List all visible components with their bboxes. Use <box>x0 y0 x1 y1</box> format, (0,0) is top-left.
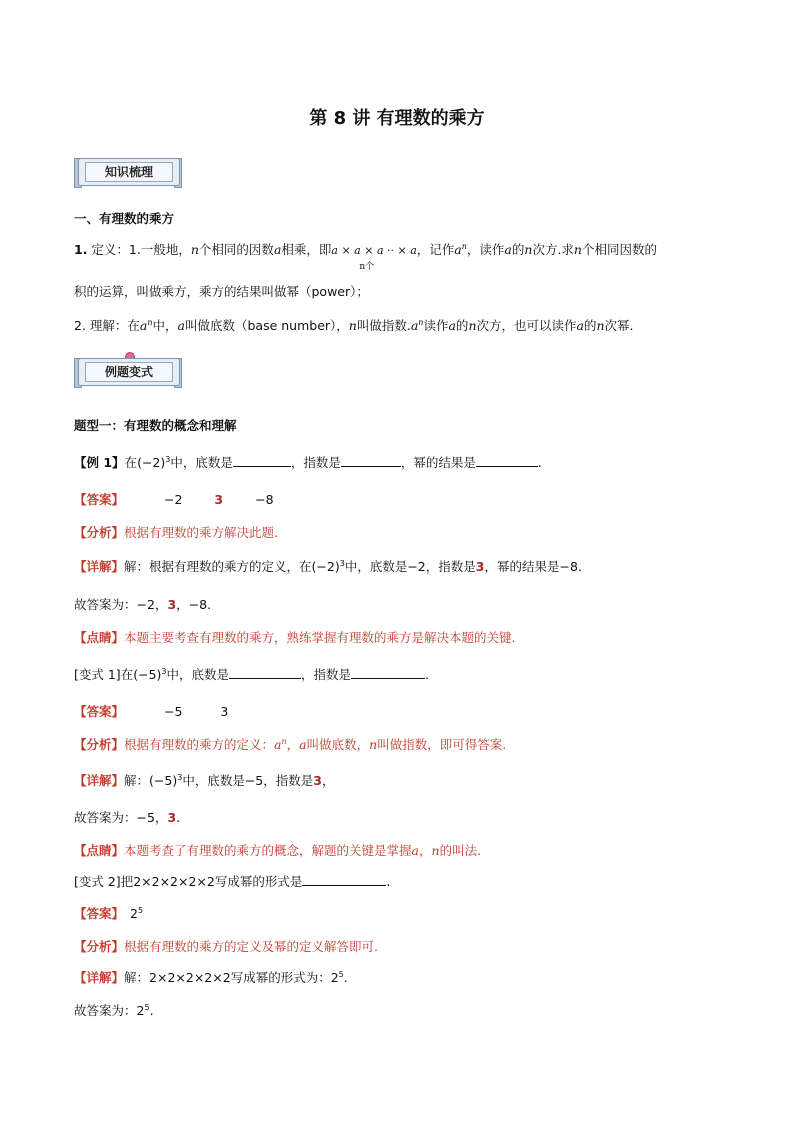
und-text-a: 2. 理解：在 <box>74 318 140 333</box>
solution-expression: (−2) <box>311 559 340 574</box>
final-answer-value: 3 <box>167 810 177 825</box>
solution-value: 3 <box>475 559 485 574</box>
solution-text: . <box>577 559 582 574</box>
solution-text: ，指数是 <box>263 773 314 788</box>
variant-1-solution <box>74 771 335 789</box>
example-label: 【例 1】 <box>74 455 125 470</box>
answer-value: 3 <box>214 492 224 507</box>
section-heading: 一、有理数的乘方 <box>74 211 175 226</box>
variant-1-analysis <box>74 735 506 753</box>
solution-value: −5 <box>244 773 264 788</box>
und-text-d: 叫做指数. <box>356 318 411 333</box>
badge-frame <box>78 158 180 186</box>
comment-label: 【点睛】 <box>74 630 125 645</box>
und-text-b: 中， <box>152 318 178 333</box>
definition-line-1 <box>74 240 657 272</box>
comment-text: 的叫法. <box>439 843 482 858</box>
q-text: 中，底数是 <box>170 455 233 470</box>
analysis-label: 【分析】 <box>74 939 125 954</box>
example-1-comment <box>74 628 516 646</box>
var-n: n <box>348 318 357 333</box>
solution-text: ，指数是 <box>425 559 476 574</box>
variant-2-final-answer <box>74 1001 154 1019</box>
q-expression: 2×2×2×2×2 <box>133 874 215 889</box>
answer-base: 2 <box>130 906 138 921</box>
und-text-h: 的 <box>583 318 597 333</box>
power-base: a <box>410 318 419 333</box>
variant-2-answer <box>74 904 143 922</box>
power-base: a <box>139 318 148 333</box>
section-badge-examples <box>78 352 182 386</box>
solution-text: 解： <box>124 773 150 788</box>
analysis-text: 根据有理数的乘方解决此题. <box>124 525 278 540</box>
analysis-text: ， <box>286 737 300 752</box>
solution-text: . <box>343 970 348 985</box>
solution-text: ，幂的结果是 <box>484 559 560 574</box>
solution-text: 中，底数是 <box>182 773 245 788</box>
q-exponent: 3 <box>161 666 167 676</box>
q-text: 把 <box>120 874 134 889</box>
def-text-b: 个相同的因数 <box>198 242 274 257</box>
answer-label: 【答案】 <box>74 906 125 921</box>
var-n: n <box>524 242 533 257</box>
def-text-f: 的 <box>511 242 525 257</box>
variant-1-final-answer <box>74 808 180 826</box>
def-text-c: 相乘，即 <box>281 242 332 257</box>
solution-expression: 2×2×2×2×2 <box>149 970 231 985</box>
var-n: n <box>468 318 477 333</box>
final-answer-exponent: 5 <box>144 1002 150 1012</box>
final-answer-value: 3 <box>167 597 177 612</box>
var-n: n <box>596 318 605 333</box>
understanding-line <box>74 316 634 334</box>
q-text: . <box>386 874 391 889</box>
q-text: . <box>425 667 429 682</box>
definition-line-2: 积的运算，叫做乘方，乘方的结果叫做幂（power）； <box>74 284 369 299</box>
answer-blank <box>476 454 538 467</box>
example-1-analysis <box>74 523 278 541</box>
q-expression: (−2) <box>137 455 166 470</box>
var-n: n <box>431 843 440 858</box>
variant-2-analysis <box>74 937 378 955</box>
final-answer-value: −2 <box>136 597 155 612</box>
final-answer-separator: ， <box>154 810 168 825</box>
answer-blank <box>229 666 301 679</box>
example-1-answer <box>74 490 274 508</box>
variant-1-question <box>74 665 429 683</box>
power-exp: n <box>147 317 153 327</box>
q-text: . <box>537 455 542 470</box>
badge-label: 例题变式 <box>85 362 173 382</box>
answer-value: −8 <box>255 492 274 507</box>
comment-text: ， <box>418 843 432 858</box>
q-text: ，指数是 <box>290 455 341 470</box>
analysis-label: 【分析】 <box>74 737 125 752</box>
und-text-e: 读作 <box>423 318 449 333</box>
solution-value: 3 <box>313 773 322 788</box>
solution-text: 解： <box>124 970 150 985</box>
answer-value: −2 <box>164 492 183 507</box>
variant-label: [变式 2] <box>74 874 121 889</box>
var-a: a <box>576 318 584 333</box>
var-a: a <box>273 242 282 257</box>
badge-label: 知识梳理 <box>85 162 173 182</box>
def-text-a: 定义：1.一般地， <box>87 242 191 257</box>
final-answer-separator: ， <box>154 597 168 612</box>
var-a: a <box>411 843 419 858</box>
var-n: n <box>369 737 378 752</box>
example-1-final-answer <box>74 595 211 613</box>
und-text-i: 次幂. <box>604 318 634 333</box>
power-exp: n <box>461 241 467 251</box>
q-text: ，幂的结果是 <box>400 455 476 470</box>
answer-label: 【答案】 <box>74 704 125 719</box>
answer-blank <box>302 873 386 886</box>
badge-frame <box>78 358 180 386</box>
def-text-g: 次方.求 <box>532 242 574 257</box>
power-exp: n <box>418 317 424 327</box>
final-answer-text: . <box>207 597 212 612</box>
answer-value: −5 <box>164 704 183 719</box>
question-type-heading: 题型一：有理数的概念和理解 <box>74 418 237 433</box>
und-text-f: 的 <box>455 318 469 333</box>
solution-value: −8 <box>559 559 578 574</box>
und-text-c: 叫做底数（base number）， <box>184 318 349 333</box>
analysis-text: 根据有理数的乘方的定义： <box>124 737 275 752</box>
var-n: n <box>190 242 199 257</box>
answer-value: 3 <box>220 704 229 719</box>
answer-blank <box>341 454 401 467</box>
solution-label: 【详解】 <box>74 970 125 985</box>
var-a: a <box>504 242 512 257</box>
solution-text: ， <box>321 773 335 788</box>
page-title: 第 8 讲 有理数的乘方 <box>309 108 485 129</box>
answer-blank <box>233 454 291 467</box>
q-text: 写成幂的形式是 <box>214 874 303 889</box>
product-formula <box>331 244 417 272</box>
variant-2-solution <box>74 968 348 986</box>
def-text-d: ，记作 <box>416 242 455 257</box>
solution-text: 中，底数是 <box>344 559 408 574</box>
var-a: a <box>448 318 456 333</box>
q-text: ，指数是 <box>301 667 352 682</box>
final-answer-label: 故答案为： <box>74 1003 137 1018</box>
solution-expression: (−5) <box>149 773 178 788</box>
solution-text: 写成幂的形式为： <box>230 970 331 985</box>
analysis-text: 叫做底数， <box>306 737 370 752</box>
q-text: 在 <box>124 455 138 470</box>
final-answer-value: −5 <box>136 810 155 825</box>
product-expression: a × a × a ·· × a <box>331 244 417 257</box>
final-answer-base: 2 <box>136 1003 145 1018</box>
answer-label: 【答案】 <box>74 492 125 507</box>
q-expression: (−5) <box>133 667 162 682</box>
power-base: a <box>274 737 282 752</box>
comment-label: 【点睛】 <box>74 843 125 858</box>
var-a: a <box>177 318 185 333</box>
def-number: 1. <box>74 242 88 257</box>
final-answer-label: 故答案为： <box>74 810 137 825</box>
power-exp: n <box>281 736 287 746</box>
power-base: a <box>454 242 462 257</box>
solution-value: −2 <box>407 559 426 574</box>
def-text-e: ，读作 <box>466 242 505 257</box>
var-a: a <box>299 737 307 752</box>
und-text-g: 次方，也可以读作 <box>476 318 577 333</box>
variant-1-comment <box>74 841 481 859</box>
analysis-text: 根据有理数的乘方的定义及幂的定义解答即可. <box>124 939 378 954</box>
comment-text: 本题考查了有理数的乘方的概念，解题的关键是掌握 <box>124 843 412 858</box>
solution-label: 【详解】 <box>74 773 125 788</box>
final-answer-label: 故答案为： <box>74 597 137 612</box>
var-n: n <box>573 242 582 257</box>
solution-exponent: 3 <box>339 558 345 568</box>
example-1-solution <box>74 557 582 575</box>
comment-text: 本题主要考查有理数的乘方，熟练掌握有理数的乘方是解决本题的关键. <box>124 630 516 645</box>
solution-exponent: 3 <box>177 772 183 782</box>
solution-text: 解：根据有理数的乘方的定义，在 <box>124 559 312 574</box>
variant-label: [变式 1] <box>74 667 121 682</box>
answer-blank <box>351 666 425 679</box>
variant-1-answer <box>74 702 228 720</box>
final-answer-text: . <box>149 1003 154 1018</box>
def-text-h: 个相同因数的 <box>581 242 657 257</box>
final-answer-value: −8 <box>188 597 208 612</box>
example-1-question <box>74 453 542 471</box>
solution-label: 【详解】 <box>74 559 125 574</box>
variant-2-question <box>74 872 390 890</box>
final-answer-separator: ， <box>176 597 189 612</box>
solution-base: 2 <box>330 970 339 985</box>
final-answer-text: . <box>176 810 181 825</box>
q-exponent: 3 <box>165 454 171 464</box>
q-text: 在 <box>120 667 134 682</box>
analysis-label: 【分析】 <box>74 525 125 540</box>
section-badge-knowledge <box>78 152 182 186</box>
q-text: 中，底数是 <box>166 667 229 682</box>
product-underbrace-label: n个 <box>359 262 375 272</box>
analysis-text: 叫做指数，即可得答案. <box>377 737 507 752</box>
solution-exponent: 5 <box>338 969 344 979</box>
answer-exponent: 5 <box>137 905 144 915</box>
